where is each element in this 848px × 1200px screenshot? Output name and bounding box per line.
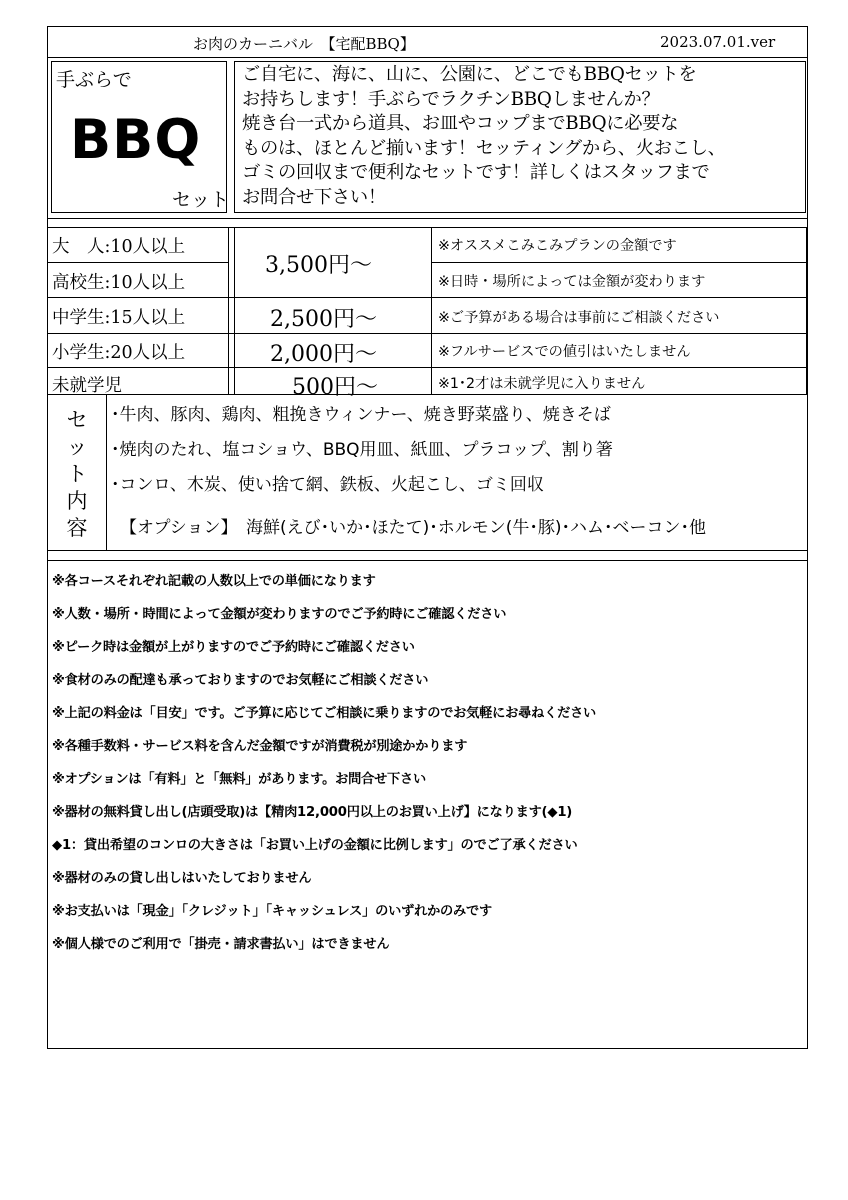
price-row-label: 未就学児 [52, 376, 122, 396]
option-text: 海鮮(えび･いか･ほたて)･ホルモン(牛･豚)･ハム･ベーコン･他 [246, 518, 707, 538]
price-value: 500円～ [292, 375, 378, 400]
note-item: ※食材のみの配達も承っておりますのでお気軽にご相談ください [52, 673, 429, 688]
note-item: ※オプションは「有料」と「無料」があります。お問合せ下さい [52, 772, 427, 787]
note-item: ※人数・場所・時間によって金額が変わりますのでご予約時にご確認ください [52, 607, 507, 622]
flyer-sheet [47, 26, 808, 1049]
price-note: ※ご予算がある場合は事前にご相談ください [438, 310, 720, 326]
price-note: ※フルサービスでの値引はいたしません [438, 344, 691, 360]
intro-line: ご自宅に、海に、山に、公園に、どこでもBBQセットを [242, 64, 697, 85]
logo-line3: セット [172, 189, 230, 211]
intro-line: 焼き台一式から道具、お皿やコップまでBBQに必要な [242, 113, 679, 134]
logo-box [51, 61, 230, 213]
pricing-table [48, 227, 807, 400]
set-item: ･コンロ、木炭、使い捨て網、鉄板、火起こし、ゴミ回収 [111, 475, 544, 495]
price-row-label: 大 人:10人以上 [52, 237, 186, 257]
logo-bbq: BBQ [70, 108, 202, 171]
intro-line: ものは、ほとんど揃います！セッティングから、火おこし、 [242, 137, 726, 159]
note-item: ※器材のみの貸し出しはいたしておりません [52, 871, 312, 886]
note-item: ※ピーク時は金額が上がりますのでご予約時にご確認ください [52, 640, 415, 655]
note-item: ※各コースそれぞれ記載の人数以上での単価になります [52, 574, 376, 589]
price-value: 3,500円～ [265, 253, 372, 278]
price-value: 2,500円～ [270, 307, 377, 332]
note-item: ◆1：貸出希望のコンロの大きさは「お買い上げの金額に比例します」のでご了承ください [52, 838, 578, 853]
price-row-label: 中学生:15人以上 [52, 308, 186, 328]
price-note: ※オススメこみこみプランの金額です [438, 238, 677, 254]
logo-line1: 手ぶらで [56, 69, 132, 91]
intro-line: ゴミの回収まで便利なセットです！詳しくはスタッフまで [242, 162, 710, 183]
set-item: ･牛肉、豚肉、鶏肉、粗挽きウィンナー、焼き野菜盛り、焼きそば [111, 405, 611, 425]
option-label: 【オプション】 [120, 518, 238, 538]
price-note: ※1･2才は未就学児に入りません [438, 376, 646, 392]
intro-line: お問合せ下さい！ [242, 186, 386, 208]
set-item: ･焼肉のたれ、塩コショウ、BBQ用皿、紙皿、プラコップ、割り箸 [111, 440, 613, 460]
set-heading: セ ッ ト 内 容 [66, 408, 88, 540]
note-item: ※個人様でのご利用で「掛売・請求書払い」はできません [52, 937, 390, 952]
price-note: ※日時・場所によっては金額が変わります [438, 274, 706, 290]
set-contents [48, 395, 807, 551]
price-value: 2,000円～ [270, 342, 377, 367]
note-item: ※お支払いは「現金」「クレジット」「キャッシュレス」のいずれかのみです [52, 904, 493, 919]
header-version: 2023.07.01.ver [660, 33, 776, 51]
price-row-label: 高校生:10人以上 [52, 273, 186, 293]
intro-line: お持ちします！手ぶらでラクチンBBQしませんか？ [242, 88, 660, 110]
header-title: お肉のカーニバル 【宅配BBQ】 [193, 35, 415, 53]
price-row-label: 小学生:20人以上 [52, 343, 186, 363]
note-item: ※各種手数料・サービス料を含んだ金額ですが消費税が別途かかります [52, 739, 468, 754]
intro-box [234, 61, 806, 213]
note-item: ※上記の料金は「目安」です。ご予算に応じてご相談に乗りますのでお気軽にお尋ねください [52, 706, 597, 721]
note-item: ※器材の無料貸し出し(店頭受取)は【精肉12,000円以上のお買い上げ】になります(◆1) [52, 805, 573, 820]
